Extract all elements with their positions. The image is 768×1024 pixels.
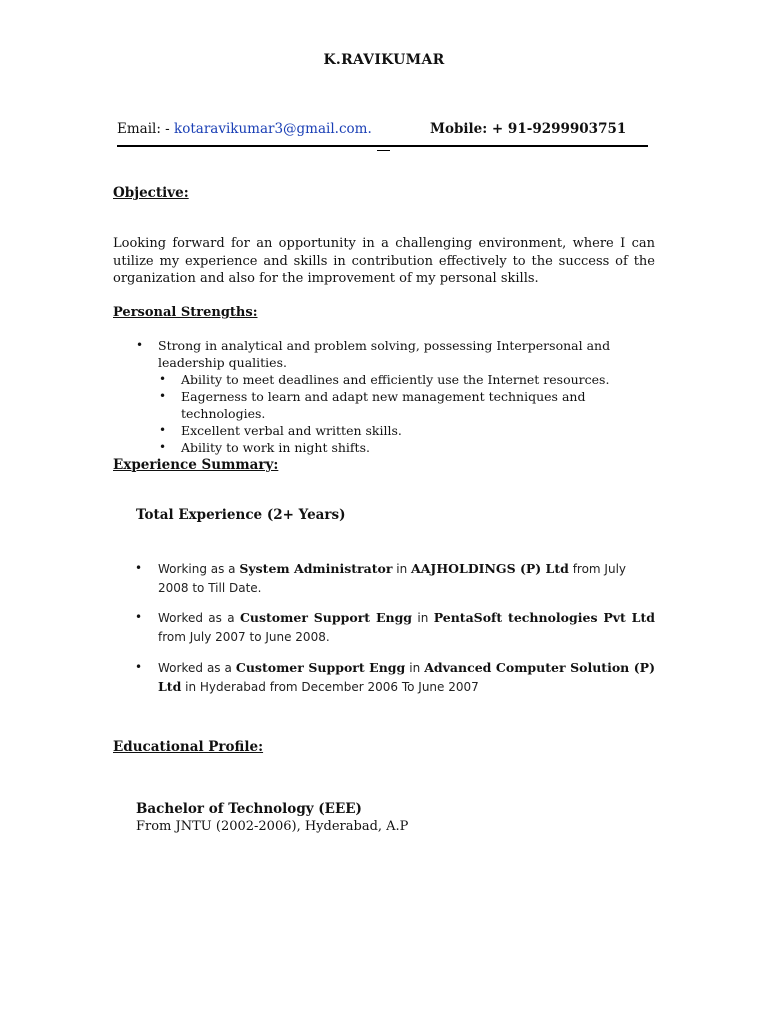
candidate-name: K.RAVIKUMAR: [323, 52, 445, 68]
strengths-main-item: [136, 337, 638, 371]
list-item: [159, 371, 651, 388]
bullet-icon: •: [135, 561, 143, 575]
job-company: PentaSoft technologies Pvt Ltd: [433, 610, 655, 625]
email-link[interactable]: kotaravikumar3@gmail.com: [174, 121, 368, 137]
job-role: Customer Support Engg: [235, 660, 406, 675]
email-label: Email: -: [117, 121, 175, 137]
email-line: [117, 121, 372, 137]
job-role: System Administrator: [239, 561, 393, 576]
bullet-icon: •: [135, 660, 143, 674]
bullet-icon: •: [135, 610, 143, 624]
list-item: [159, 439, 651, 456]
strength-text: Ability to work in night shifts.: [181, 440, 370, 455]
list-item: [159, 388, 651, 422]
bullet-icon: •: [159, 440, 167, 454]
degree-details: From JNTU (2002-2006), Hyderabad, A.P: [136, 819, 409, 834]
email-tail: .: [367, 121, 372, 137]
bullet-icon: •: [159, 389, 167, 403]
strength-main-text: Strong in analytical and problem solving, possessing Interpersonal and leadership qualities.: [158, 338, 611, 370]
strength-text: Excellent verbal and written skills.: [181, 423, 402, 438]
job-company: Advanced Computer Solution (P) Ltd: [158, 660, 655, 694]
experience-item: • Worked as a Customer Support Engg in PentaSoft technologies Pvt Ltd from July 2007 to June 2008.: [135, 610, 655, 644]
total-experience: Total Experience (2+ Years): [136, 507, 346, 523]
job-company: AAJHOLDINGS (P) Ltd: [411, 561, 569, 576]
education-heading: Educational Profile:: [113, 739, 264, 755]
mobile-line: [430, 121, 626, 137]
objective-text: Looking forward for an opportunity in a challenging environment, where I can utilize my experience and skills in contribution effectively to the success of the organization and also for the improvement of my personal skills.: [113, 236, 655, 286]
strength-text: Ability to meet deadlines and efficiently use the Internet resources.: [181, 372, 610, 387]
header-divider: [117, 145, 648, 147]
experience-item: • Working as a System Administrator in AAJHOLDINGS (P) Ltd from July 2008 to Till Date.: [135, 561, 627, 595]
divider-tick: [377, 150, 390, 151]
strengths-heading: Personal Strengths:: [113, 305, 258, 320]
job-role: Customer Support Engg: [239, 610, 413, 625]
bullet-icon: •: [159, 423, 167, 437]
strengths-list: [159, 371, 651, 456]
degree-title: Bachelor of Technology (EEE): [136, 801, 362, 817]
list-item: [159, 422, 651, 439]
strength-text: Eagerness to learn and adapt new management techniques and technologies.: [181, 389, 586, 421]
mobile-number: + 91-9299903751: [491, 121, 627, 137]
experience-item: • Worked as a Customer Support Engg in Advanced Computer Solution (P) Ltd in Hyderabad from December 2006 To June 2007: [135, 660, 655, 694]
mobile-label: Mobile:: [430, 121, 488, 137]
bullet-icon: •: [159, 372, 167, 386]
bullet-icon: •: [136, 338, 144, 352]
experience-heading: Experience Summary:: [113, 457, 279, 473]
objective-heading: Objective:: [113, 185, 189, 201]
